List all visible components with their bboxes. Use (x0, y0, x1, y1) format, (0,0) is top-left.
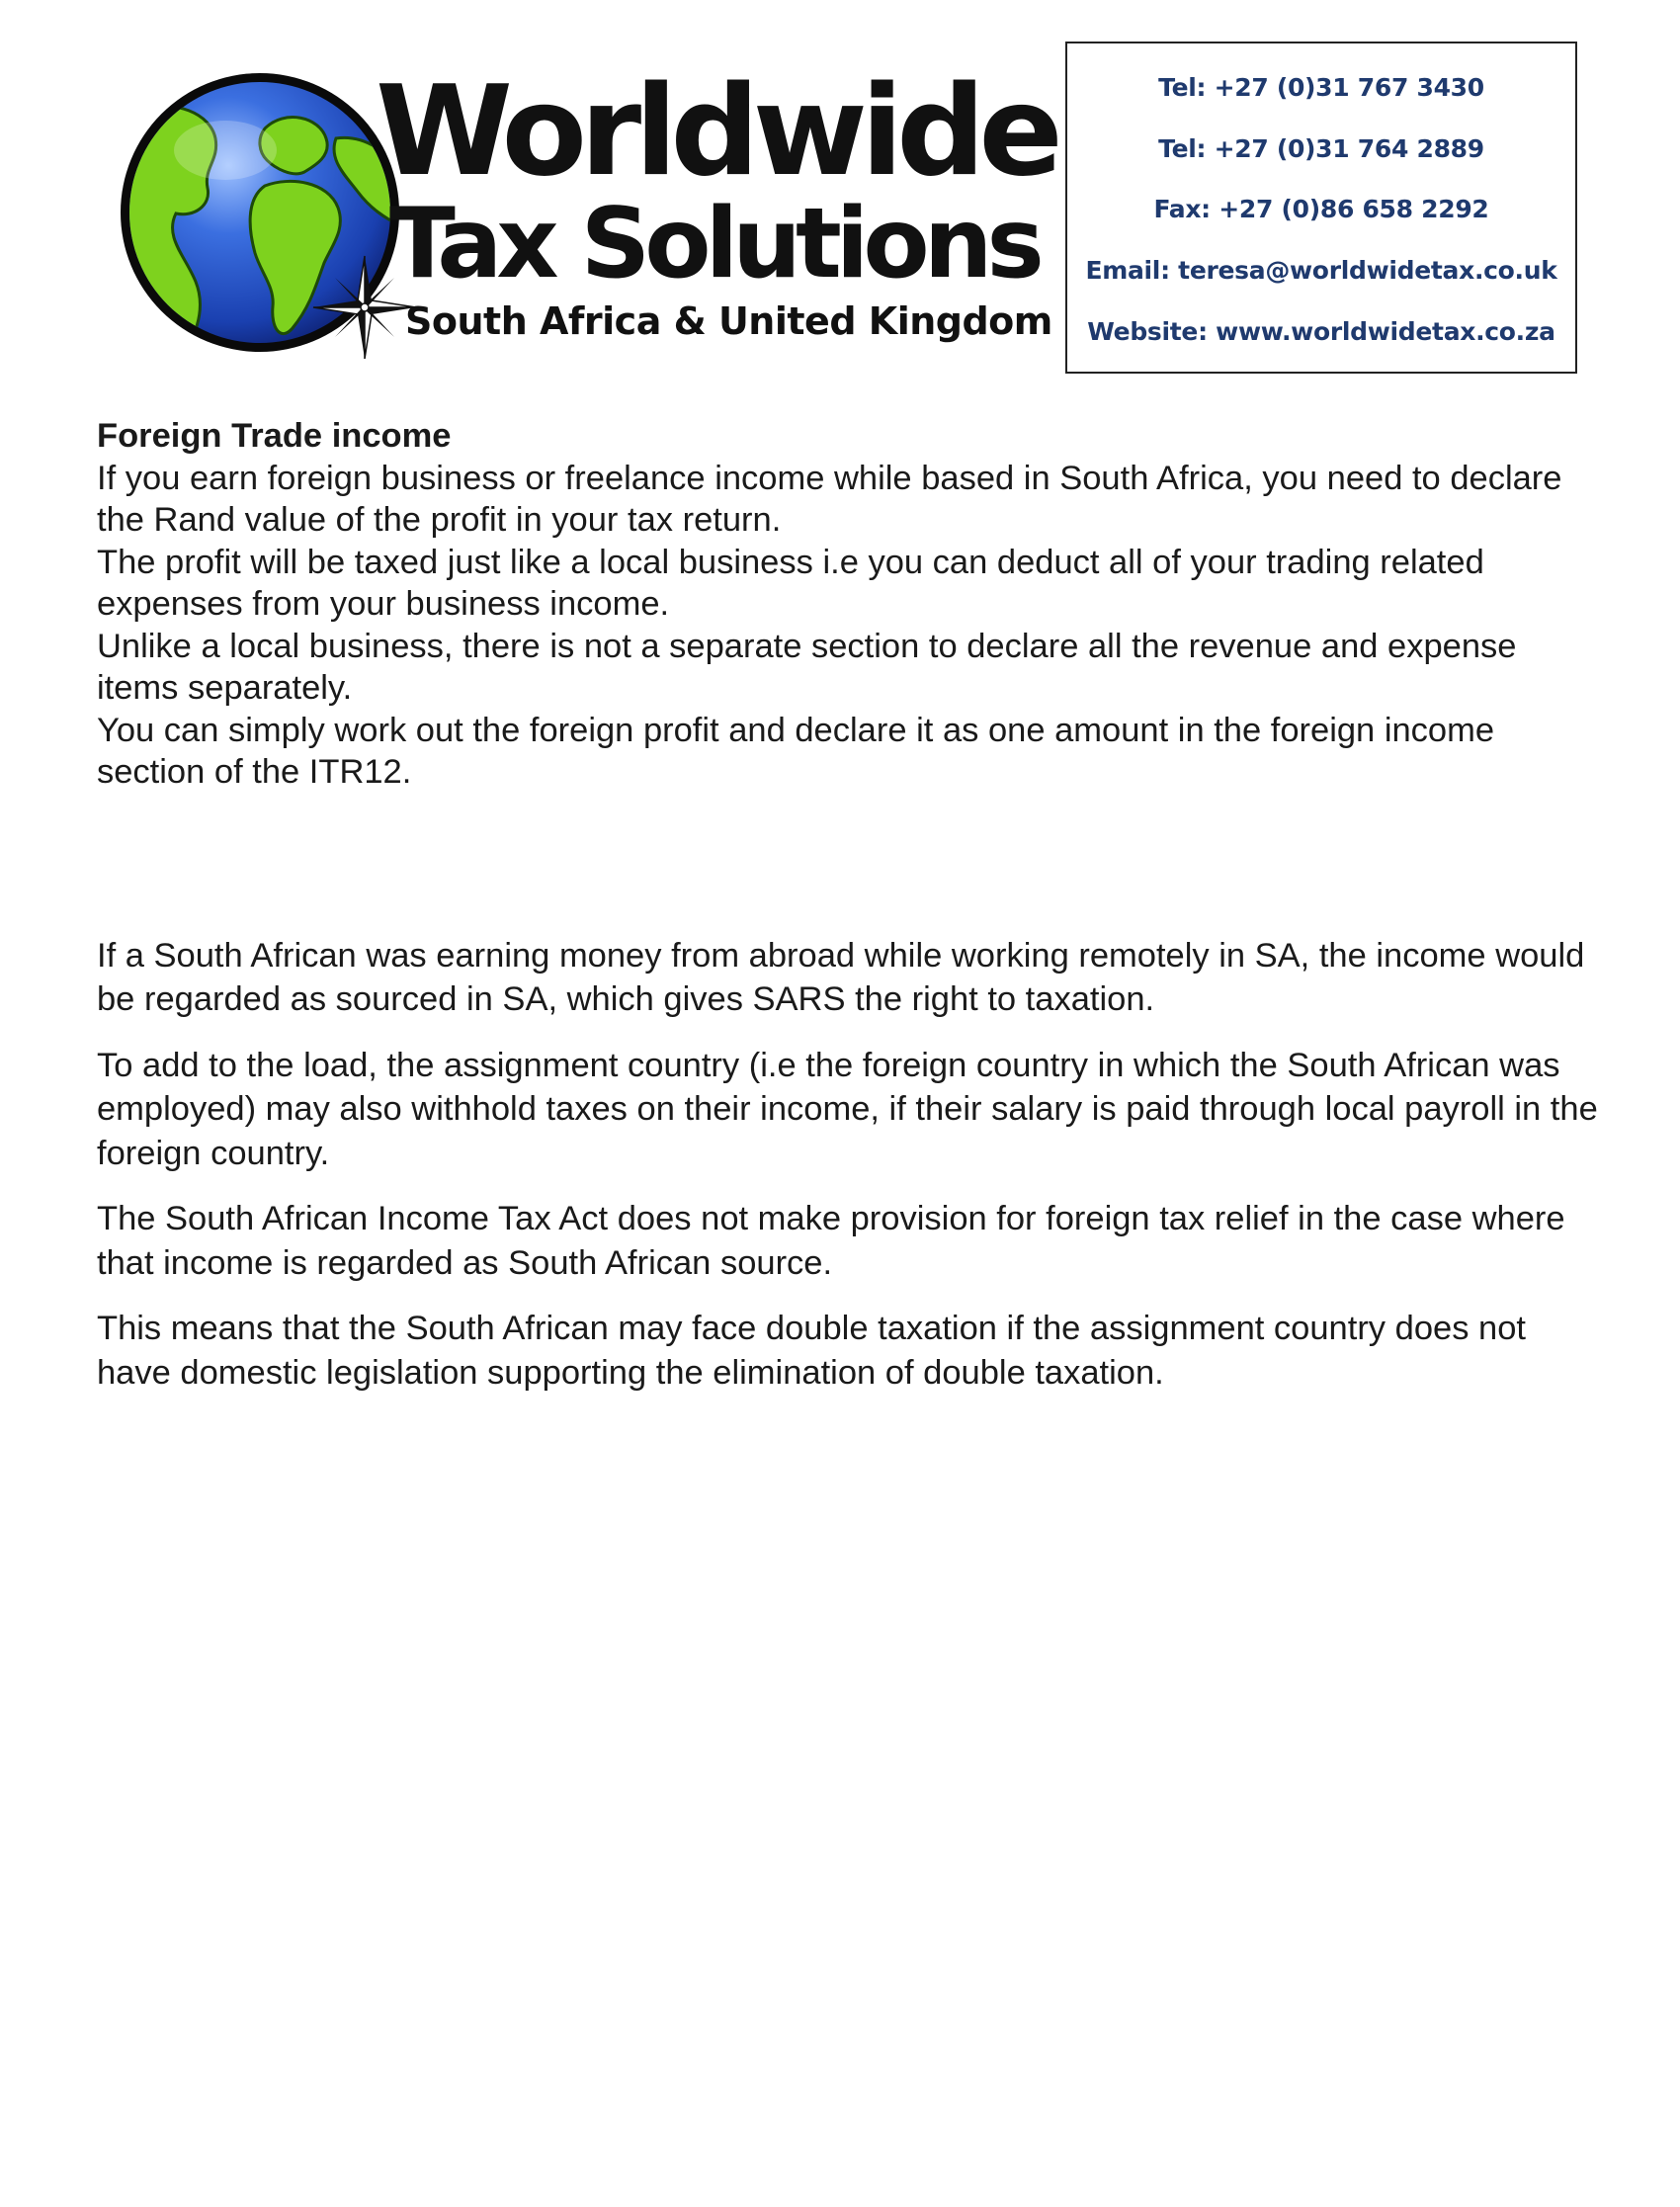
company-logo (117, 58, 1056, 356)
paragraph: This means that the South African may face double taxation if the assignment country does not have domestic legislation supporting the elimination of double taxation. (97, 1310, 1527, 1392)
section-line: If you earn foreign business or freelance income while based in South Africa, you need to declare the Rand value of the profit in your tax return. (97, 459, 1562, 539)
section-heading: Foreign Trade income (97, 417, 452, 455)
logo-wordmark-line1: Worldwide (376, 58, 1056, 204)
section-line: You can simply work out the foreign profit and declare it as one amount in the foreign income section of the ITR12. (97, 711, 1495, 791)
contact-box (1065, 42, 1577, 374)
document-body (97, 415, 1599, 1416)
paragraph: The South African Income Tax Act does not make provision for foreign tax relief in the case where that income is regarded as South African source. (97, 1200, 1565, 1282)
contact-website-link[interactable]: Website: www.worldwidetax.co.za (1087, 316, 1555, 346)
section-line: The profit will be taxed just like a local business i.e you can deduct all of your trading related expenses from your business income. (97, 543, 1484, 623)
logo-tagline: South Africa & United Kingdom (405, 299, 1052, 343)
paragraph: If a South African was earning money from abroad while working remotely in SA, the income would be regarded as sourced in SA, which gives SARS the right to taxation. (97, 936, 1585, 1018)
paragraph: To add to the load, the assignment country (i.e the foreign country in which the South African was employed) may also withhold taxes on their income, if their salary is paid through local payroll in the foreign country. (97, 1046, 1598, 1172)
contact-email-link[interactable]: Email: teresa@worldwidetax.co.uk (1085, 256, 1557, 286)
contact-tel-1: Tel: +27 (0)31 767 3430 (1158, 73, 1484, 103)
spacer (97, 794, 1599, 934)
logo-wordmark-line2: Tax Solutions (389, 188, 1039, 300)
contact-tel-2: Tel: +27 (0)31 764 2889 (1158, 133, 1484, 163)
contact-fax: Fax: +27 (0)86 658 2292 (1153, 195, 1489, 224)
section-line: Unlike a local business, there is not a separate section to declare all the revenue and expense items separately. (97, 627, 1517, 707)
